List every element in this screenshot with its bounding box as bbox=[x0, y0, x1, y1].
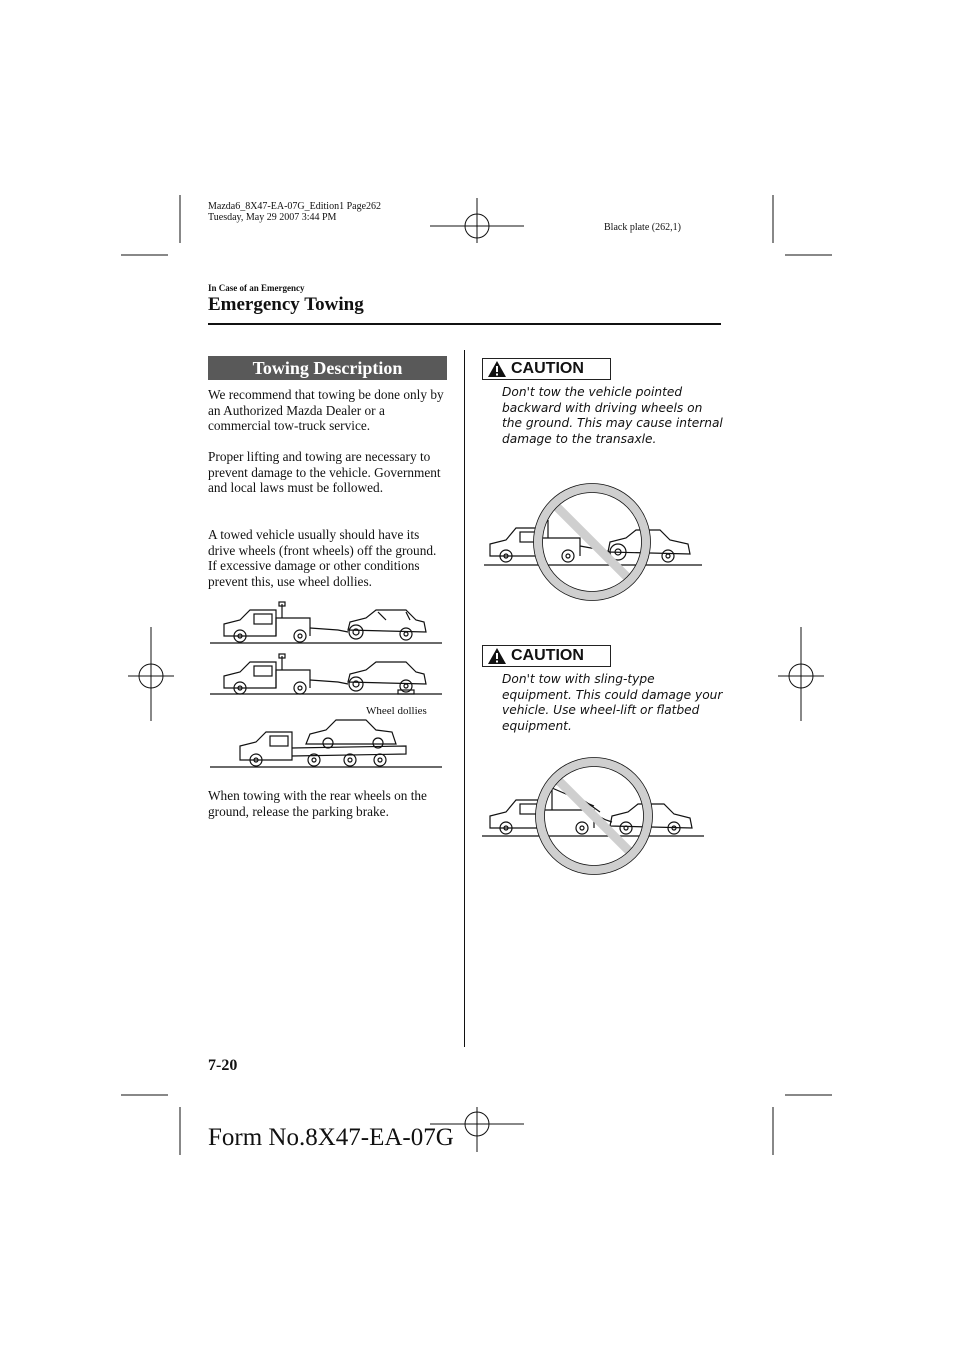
paragraph-drive-wheels: A towed vehicle usually should have its drive wheels (front wheels) off the ground. If excessive damage or other conditions prevent this, use wheel dollies. bbox=[208, 527, 437, 589]
prohibited-backward-tow-illustration bbox=[484, 480, 706, 610]
paragraph-dealer: We recommend that towing be done only by an Authorized Mazda Dealer or a commercial tow-truck service. bbox=[208, 387, 444, 434]
registration-mark-icon bbox=[786, 661, 816, 691]
towing-illustration-flatbed bbox=[210, 716, 442, 768]
heading-rule bbox=[208, 323, 721, 325]
towing-illustration-wheel-dollies bbox=[210, 652, 442, 700]
print-header-line1: Mazda6_8X47-EA-07G_Edition1 Page262 bbox=[208, 201, 382, 212]
print-plate: Black plate (262,1) bbox=[604, 222, 681, 233]
caution-text-1: Don't tow the vehicle pointed backward with driving wheels on the ground. This may cause internal damage to the transaxle. bbox=[502, 385, 723, 446]
page-number: 7-20 bbox=[208, 1057, 238, 1074]
column-divider bbox=[464, 350, 465, 1047]
prohibited-sign-icon bbox=[538, 488, 646, 596]
prohibited-sign-icon bbox=[540, 762, 648, 870]
section-label: In Case of an Emergency bbox=[208, 283, 305, 293]
towing-description-banner: Towing Description bbox=[208, 356, 447, 380]
print-header-line2: Tuesday, May 29 2007 3:44 PM bbox=[208, 212, 337, 223]
paragraph-parking-brake: When towing with the rear wheels on the ground, release the parking brake. bbox=[208, 788, 427, 819]
caution-label-2: CAUTION bbox=[511, 647, 584, 664]
caution-text-2: Don't tow with sling-type equipment. This could damage your vehicle. Use wheel-lift or flatbed equipment. bbox=[502, 672, 723, 733]
prohibited-sling-tow-illustration bbox=[482, 754, 706, 878]
page-title: Emergency Towing bbox=[208, 294, 364, 315]
towing-illustration-wheel-lift bbox=[210, 600, 442, 650]
caution-box-1 bbox=[482, 358, 611, 380]
warning-triangle-icon bbox=[487, 647, 507, 665]
warning-triangle-icon bbox=[487, 360, 507, 378]
form-number: Form No.8X47-EA-07G bbox=[208, 1124, 454, 1151]
registration-mark-icon bbox=[136, 661, 166, 691]
wheel-dollies-caption: Wheel dollies bbox=[366, 705, 427, 717]
caution-box-2 bbox=[482, 645, 611, 667]
registration-mark-icon bbox=[462, 211, 492, 241]
paragraph-proper-lifting: Proper lifting and towing are necessary to prevent damage to the vehicle. Government and local laws must be followed. bbox=[208, 449, 441, 496]
caution-label-1: CAUTION bbox=[511, 360, 584, 377]
registration-mark-icon bbox=[462, 1109, 492, 1139]
